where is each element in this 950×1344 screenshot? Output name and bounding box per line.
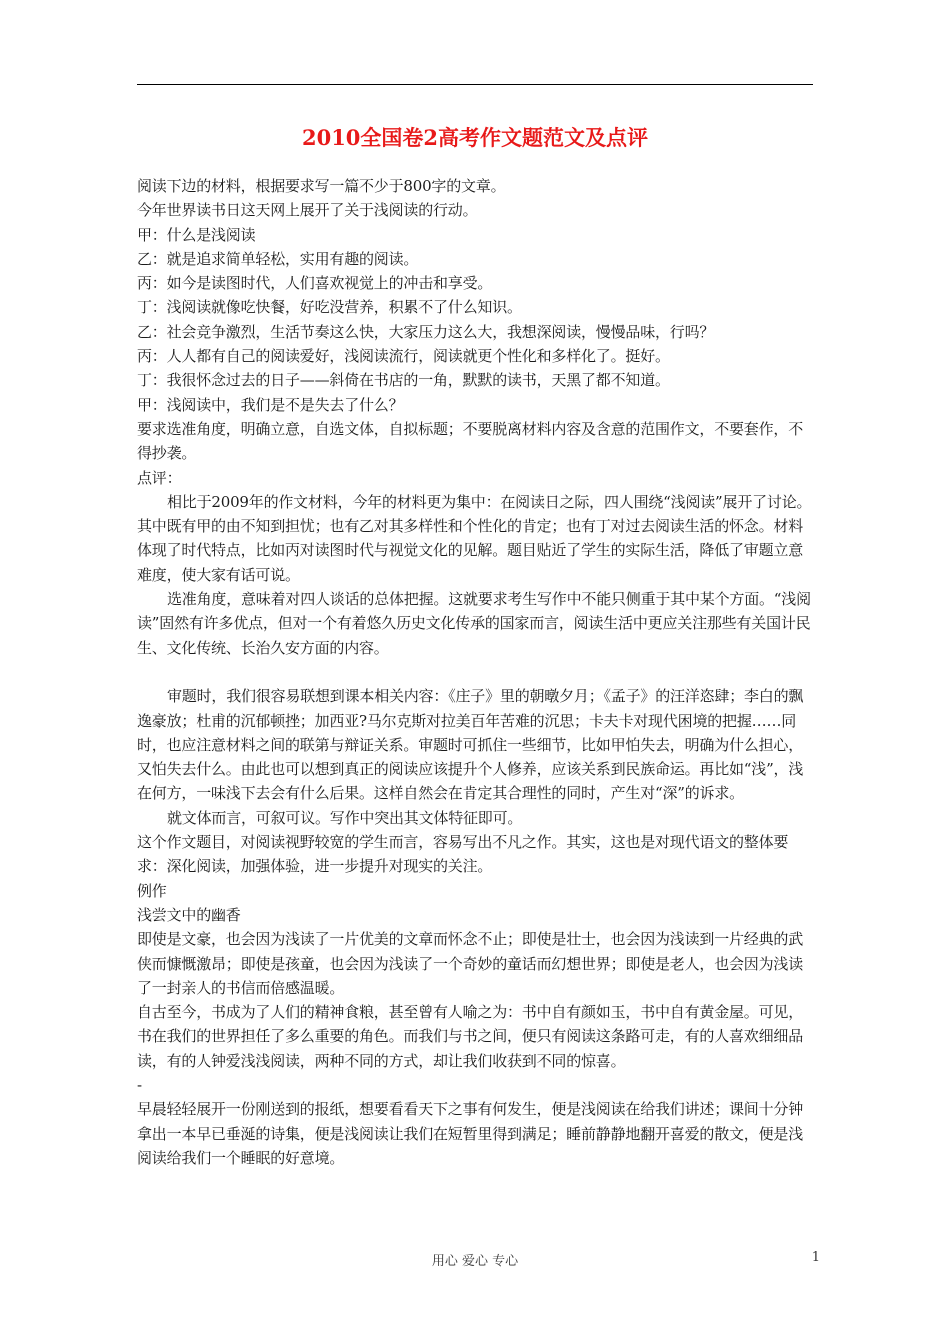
document-body bbox=[137, 174, 813, 1170]
body-paragraph: 审题时，我们很容易联想到课本相关内容：《庄子》里的朝暾夕月；《孟子》的汪洋恣肆；李白的飘逸豪放；杜甫的沉郁顿挫；加西亚?马尔克斯对拉美百年苦难的沉思；卡夫卡对现代困境的把握……同时，也应注意材料之间的联第与辩证关系。审题时可抓住一些细节，比如甲怕失去，明确为什么担心，又怕失去什么。由此也可以想到真正的阅读应该提升个人修养，应该关系到民族命运。再比如“浅”，浅在何方，一味浅下去会有什么后果。这样自然会在肯定其合理性的同时，产生对“深”的诉求。 bbox=[137, 687, 804, 803]
body-paragraph: - bbox=[137, 1075, 142, 1094]
body-paragraph: 早晨轻轻展开一份刚送到的报纸，想要看看天下之事有何发生，便是浅阅读在给我们讲述；课间十分钟拿出一本早已垂涎的诗集，便是浅阅读让我们在短暂里得到满足；睡前静静地翻开喜爱的散文，便是浅阅读给我们一个睡眠的好意境。 bbox=[137, 1100, 804, 1167]
body-paragraph: 乙：社会竞争激烈，生活节奏这么快，大家压力这么大，我想深阅读，慢慢品味，行吗？ bbox=[137, 322, 715, 341]
body-paragraph: 就文体而言，可叙可议。写作中突出其文体特征即可。 bbox=[167, 808, 523, 827]
body-paragraph: 选准角度，意味着对四人谈话的总体把握。这就要求考生写作中不能只侧重于其中某个方面。“浅阅读”固然有许多优点，但对一个有着悠久历史文化传承的国家而言，阅读生活中更应关注那些有关国计民生、文化传统、长治久安方面的内容。 bbox=[137, 590, 811, 657]
body-paragraph: 即使是文豪，也会因为浅读了一片优美的文章而怀念不止；即使是壮士，也会因为浅读到一片经典的武侠而慷慨激昂；即使是孩童，也会因为浅读了一个奇妙的童话而幻想世界；即使是老人，也会因为浅读了一封亲人的书信而倍感温暖。 bbox=[137, 930, 804, 997]
body-paragraph: 自古至今，书成为了人们的精神食粮，甚至曾有人喻之为：书中自有颜如玉，书中自有黄金屋。可见，书在我们的世界担任了多么重要的角色。而我们与书之间，便只有阅读这条路可走，有的人喜欢细细品读，有的人钟爱浅浅阅读，两种不同的方式，却让我们收获到不同的惊喜。 bbox=[137, 1003, 804, 1070]
body-paragraph: 甲：什么是浅阅读 bbox=[137, 225, 256, 244]
body-paragraph: 例作 bbox=[137, 881, 167, 900]
body-paragraph bbox=[137, 660, 813, 684]
page-number: 1 bbox=[811, 1250, 820, 1265]
body-paragraph: 这个作文题目，对阅读视野较宽的学生而言，容易写出不凡之作。其实，这也是对现代语文的整体要求：深化阅读，加强体验，进一步提升对现实的关注。 bbox=[137, 833, 789, 876]
body-paragraph: 浅尝文中的幽香 bbox=[137, 905, 241, 924]
header-rule bbox=[137, 84, 813, 85]
body-paragraph: 丁：我很怀念过去的日子——斜倚在书店的一角，默默的读书，天黑了都不知道。 bbox=[137, 371, 670, 390]
body-paragraph: 丙：人人都有自己的阅读爱好，浅阅读流行，阅读就更个性化和多样化了。挺好。 bbox=[137, 347, 670, 366]
body-paragraph: 相比于2009年的作文材料，今年的材料更为集中：在阅读日之际，四人围绕“浅阅读”展开了讨论。其中既有甲的由不知到担忧；也有乙对其多样性和个性化的肯定；也有丁对过去阅读生活的怀念。材料体现了时代特点，比如丙对读图时代与视觉文化的见解。题目贴近了学生的实际生活，降低了审题立意难度，使大家有话可说。 bbox=[137, 492, 812, 584]
document-title: 2010全国卷2高考作文题范文及点评 bbox=[301, 125, 649, 150]
body-paragraph: 要求选准角度，明确立意，自选文体，自拟标题；不要脱离材料内容及含意的范围作文，不要套作，不得抄袭。 bbox=[137, 419, 804, 463]
body-paragraph: 乙：就是追求简单轻松，实用有趣的阅读。 bbox=[137, 249, 419, 268]
body-paragraph: 丙：如今是读图时代，人们喜欢视觉上的冲击和享受。 bbox=[137, 274, 493, 293]
body-paragraph: 丁：浅阅读就像吃快餐，好吃没营养，积累不了什么知识。 bbox=[137, 298, 522, 317]
body-paragraph: 阅读下边的材料，根据要求写一篇不少于800字的文章。 bbox=[137, 177, 506, 195]
body-paragraph: 点评： bbox=[137, 468, 182, 487]
body-paragraph: 甲：浅阅读中，我们是不是失去了什么？ bbox=[137, 395, 404, 414]
body-paragraph: 今年世界读书日这天网上展开了关于浅阅读的行动。 bbox=[137, 201, 478, 220]
footer-motto: 用心 爱心 专心 bbox=[431, 1254, 519, 1269]
